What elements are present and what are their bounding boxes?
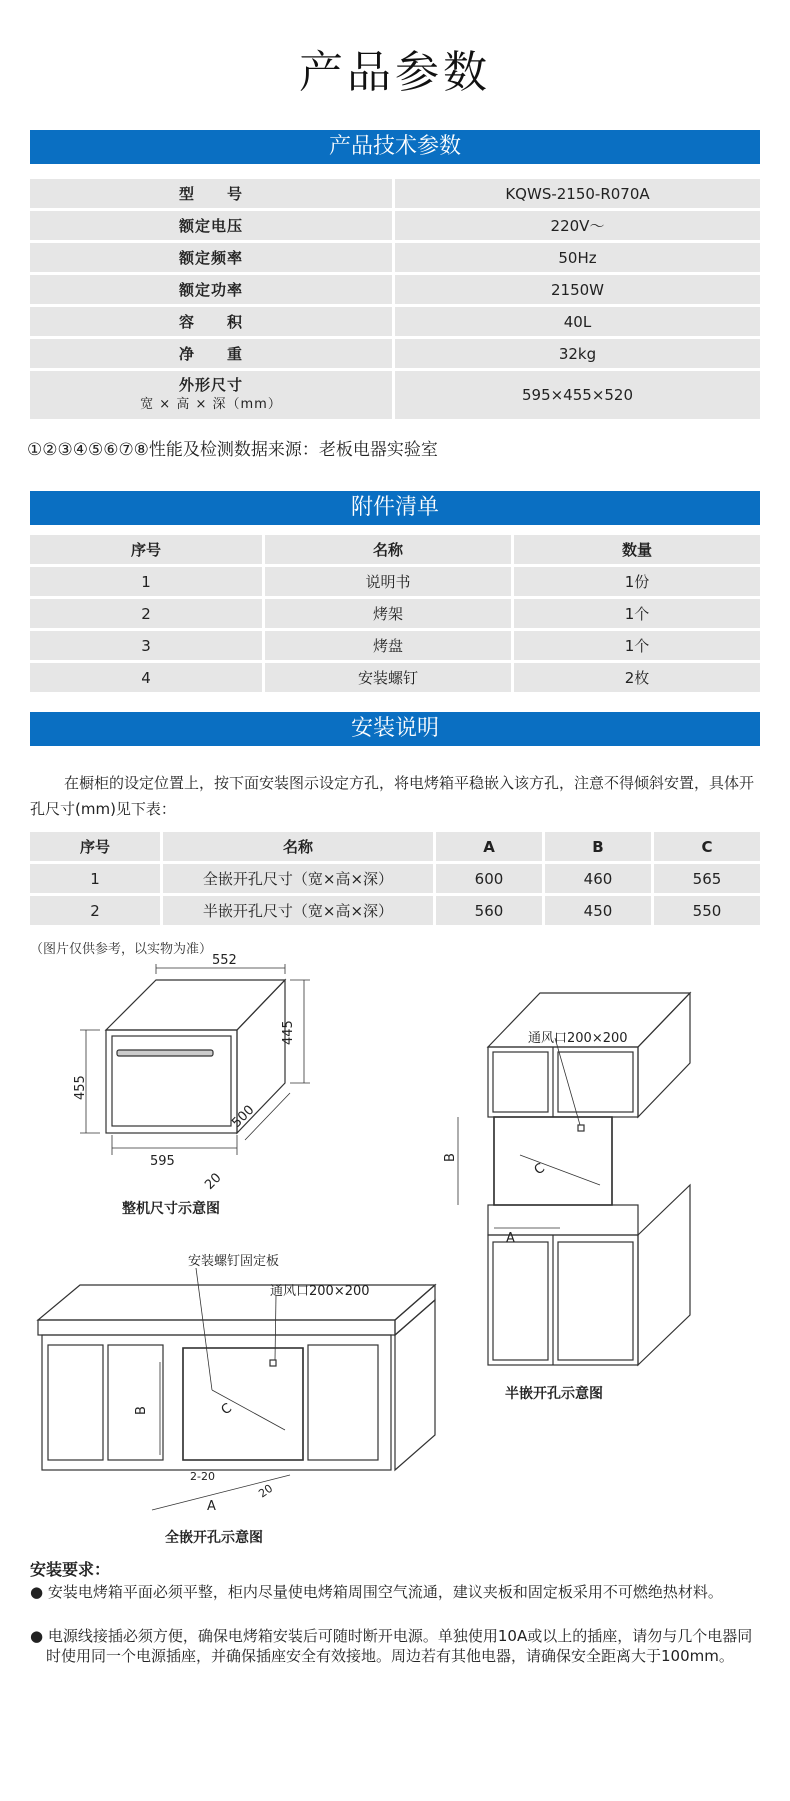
table-row — [30, 371, 760, 419]
table-cell: 4 — [30, 663, 262, 692]
spec-value: 50Hz — [395, 243, 760, 272]
column-header: B — [545, 832, 651, 861]
table-row — [30, 864, 760, 893]
spec-key: 额定功率 — [30, 275, 392, 304]
full-cutout — [183, 1348, 303, 1460]
table-header-row — [30, 535, 760, 564]
table-cell: 烤盘 — [265, 631, 511, 660]
full-embedded-diagram — [38, 1268, 435, 1510]
vent-marker — [578, 1125, 584, 1131]
table-header-row — [30, 832, 760, 861]
spec-value: 2150W — [395, 275, 760, 304]
cabinet-lower-side — [638, 1185, 690, 1365]
table-row — [30, 599, 760, 628]
spec-size-sublabel: 宽 × 高 × 深（mm） — [140, 397, 282, 412]
figure-note: （图片仅供参考，以实物为准） — [30, 942, 213, 957]
oven-top-face — [106, 980, 285, 1030]
column-header: 名称 — [265, 535, 511, 564]
spec-value: 220V～ — [395, 211, 760, 240]
dim-500: 500 — [229, 1102, 258, 1131]
full-gap-label: 2-20 — [190, 1470, 215, 1483]
spec-key: 型 号 — [30, 179, 392, 208]
install-text: 在橱柜的设定位置上，按下面安装图示设定方孔，将电烤箱平稳嵌入该方孔，注意不得倾斜安置，具体开孔尺寸(mm)见下表： — [30, 774, 755, 818]
oven-handle — [117, 1050, 213, 1056]
semi-vent-label: 通风口200×200 — [528, 1031, 628, 1046]
table-cell: 565 — [654, 864, 760, 893]
specs-banner: 产品技术参数 — [30, 130, 760, 164]
full-c-label: C — [218, 1400, 235, 1419]
table-row — [30, 339, 760, 368]
cabinet-lower-front — [488, 1235, 638, 1365]
table-cell: 说明书 — [265, 567, 511, 596]
table-cell: 1 — [30, 864, 160, 893]
dim-20: 20 — [202, 1170, 225, 1193]
full-20-label: 20 — [256, 1481, 276, 1501]
table-cell: 550 — [654, 896, 760, 925]
column-header: 数量 — [514, 535, 760, 564]
table-row — [30, 243, 760, 272]
semi-caption: 半嵌开孔示意图 — [505, 1386, 603, 1402]
screw-plate-label: 安装螺钉固定板 — [188, 1254, 280, 1269]
semi-cutout — [494, 1117, 612, 1205]
oven-unit-diagram — [80, 964, 310, 1155]
column-header: A — [436, 832, 542, 861]
spec-value: 595×455×520 — [395, 371, 760, 419]
dim-445: 445 — [281, 1020, 296, 1045]
spec-size-label: 外形尺寸 — [178, 376, 243, 394]
requirement-item: ● 安装电烤箱平面必须平整，柜内尽量使电烤箱周围空气流通，建议夹板和固定板采用不可燃绝热材料。 — [30, 1583, 723, 1601]
spec-note: ①②③④⑤⑥⑦⑧性能及检测数据来源：老板电器实验室 — [27, 440, 438, 460]
table-row — [30, 211, 760, 240]
install-diagrams — [0, 950, 790, 1550]
table-row — [30, 896, 760, 925]
table-cell: 600 — [436, 864, 542, 893]
column-header: 序号 — [30, 535, 262, 564]
table-cell: 2枚 — [514, 663, 760, 692]
cabinet-upper-front — [488, 1047, 638, 1117]
spec-key: 额定电压 — [30, 211, 392, 240]
cabinet-door — [308, 1345, 378, 1460]
accessories-banner: 附件清单 — [30, 491, 760, 525]
counter-top — [38, 1285, 435, 1320]
table-cell: 1个 — [514, 599, 760, 628]
table-cell: 1个 — [514, 631, 760, 660]
table-row — [30, 275, 760, 304]
semi-b-label: B — [443, 1153, 458, 1162]
full-b-label: B — [134, 1406, 149, 1415]
table-row — [30, 663, 760, 692]
cabinet-door — [48, 1345, 103, 1460]
page-title: 产品参数 — [299, 47, 491, 98]
install-banner: 安装说明 — [30, 712, 760, 746]
column-header: 名称 — [163, 832, 433, 861]
oven-front-face — [106, 1030, 237, 1133]
table-cell: 2 — [30, 896, 160, 925]
table-row — [30, 307, 760, 336]
cabinet-upper-side — [638, 993, 690, 1117]
dim-455: 455 — [73, 1075, 88, 1100]
cabinet-door — [493, 1052, 548, 1112]
spec-value: KQWS-2150-R070A — [395, 179, 760, 208]
full-caption: 全嵌开孔示意图 — [165, 1530, 263, 1546]
cutout-table — [27, 829, 763, 928]
cabinet-door — [558, 1052, 633, 1112]
semi-c-label: C — [531, 1160, 548, 1179]
spec-key: 额定频率 — [30, 243, 392, 272]
table-cell: 460 — [545, 864, 651, 893]
spec-key: 容 积 — [30, 307, 392, 336]
dim-552: 552 — [212, 953, 237, 968]
table-cell: 2 — [30, 599, 262, 628]
cabinet-door — [558, 1242, 633, 1360]
table-cell: 1 — [30, 567, 262, 596]
table-cell: 450 — [545, 896, 651, 925]
table-row — [30, 179, 760, 208]
spec-key — [30, 371, 392, 419]
table-cell: 半嵌开孔尺寸（宽×高×深） — [163, 896, 433, 925]
spec-key: 净 重 — [30, 339, 392, 368]
full-vent-label: 通风口200×200 — [270, 1284, 370, 1299]
table-cell: 560 — [436, 896, 542, 925]
column-header: 序号 — [30, 832, 160, 861]
specs-table — [27, 176, 763, 422]
cabinet-door — [108, 1345, 163, 1460]
semi-embedded-diagram — [458, 993, 690, 1365]
requirement-item: ● 电源线接插必须方便，确保电烤箱安装后可随时断开电源。单独使用10A或以上的插座，请勿与几个电器同时使用同一个电源插座，并确保插座安全有效接地。周边若有其他电器，请确保安全距离大于100mm。 — [30, 1627, 753, 1665]
column-header: C — [654, 832, 760, 861]
cabinet-door — [493, 1242, 548, 1360]
unit-caption: 整机尺寸示意图 — [122, 1201, 220, 1217]
dim-595: 595 — [150, 1154, 175, 1169]
table-row — [30, 631, 760, 660]
table-cell: 3 — [30, 631, 262, 660]
table-cell: 全嵌开孔尺寸（宽×高×深） — [163, 864, 433, 893]
spec-value: 40L — [395, 307, 760, 336]
table-cell: 1份 — [514, 567, 760, 596]
spec-value: 32kg — [395, 339, 760, 368]
full-a-label: A — [207, 1499, 216, 1514]
table-row — [30, 567, 760, 596]
table-cell: 烤架 — [265, 599, 511, 628]
table-cell: 安装螺钉 — [265, 663, 511, 692]
semi-a-label: A — [506, 1231, 515, 1246]
accessories-table — [27, 532, 763, 695]
counter-edge — [38, 1320, 395, 1335]
requirements-title: 安装要求： — [30, 1560, 111, 1579]
